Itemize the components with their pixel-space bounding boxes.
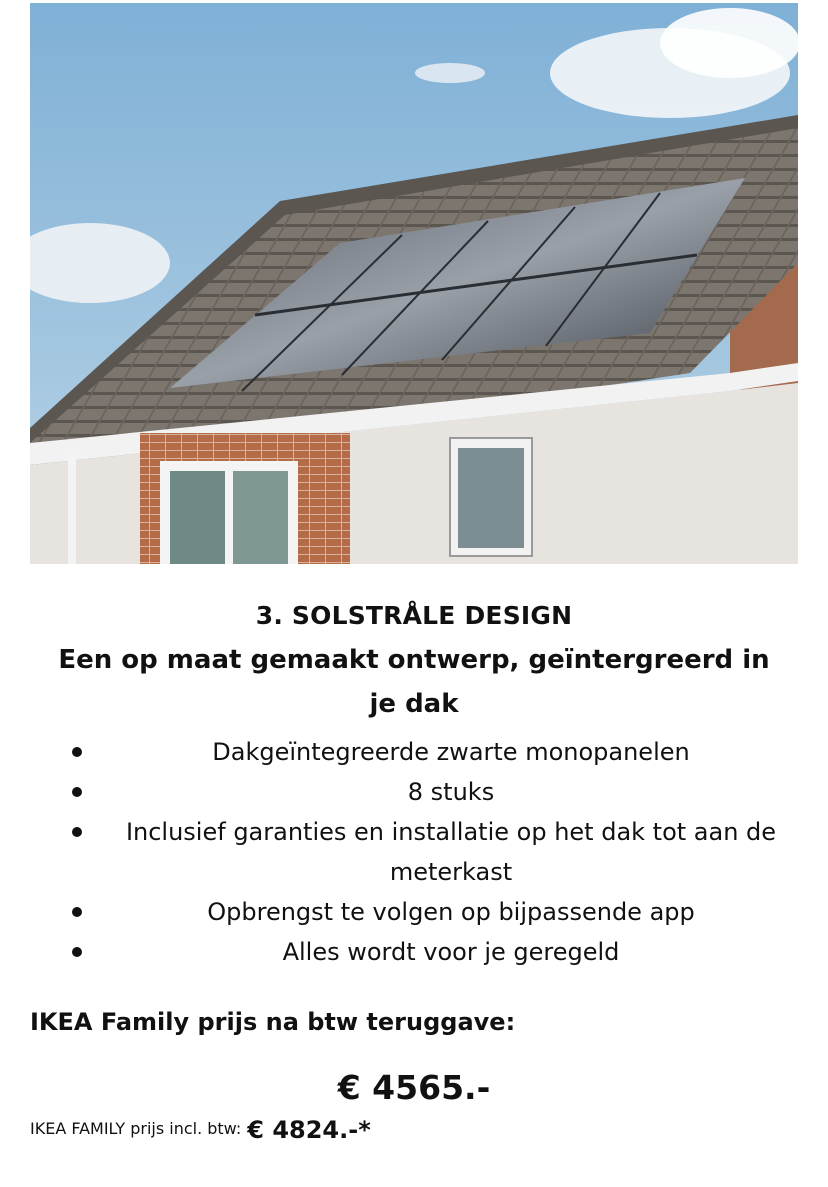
bullet-icon (72, 787, 82, 797)
feature-text: Inclusief garanties en installatie op het dak tot aan de meterkast (125, 818, 777, 886)
hero-image (30, 3, 798, 564)
bullet-icon (72, 747, 82, 757)
feature-text: Opbrengst te volgen op bijpassende app (207, 898, 695, 926)
feature-list (30, 732, 798, 972)
feature-text: Dakgeïntegreerde zwarte monopanelen (212, 738, 690, 766)
incl-btw-price: € 4824.-* (247, 1116, 371, 1144)
list-item (30, 892, 798, 932)
product-subtitle: Een op maat gemaakt ontwerp, geïntergreerd in je dak (58, 645, 770, 719)
feature-text: 8 stuks (407, 778, 495, 806)
house-solar-illustration (30, 3, 798, 564)
feature-text: Alles wordt voor je geregeld (282, 938, 620, 966)
list-item (30, 732, 798, 772)
incl-btw-row (30, 1111, 798, 1144)
product-title: 3. SOLSTRÅLE DESIGN (255, 601, 573, 630)
bullet-icon (72, 907, 82, 917)
list-item (30, 932, 798, 972)
bullet-icon (72, 947, 82, 957)
bullet-icon (72, 827, 82, 837)
product-content (30, 594, 798, 1144)
family-price: € 4565.- (337, 1068, 491, 1107)
list-item (30, 772, 798, 812)
incl-btw-label: IKEA FAMILY prijs incl. btw: (30, 1119, 242, 1138)
list-item (30, 812, 798, 892)
family-price-label: IKEA Family prijs na btw teruggave: (30, 1008, 516, 1036)
